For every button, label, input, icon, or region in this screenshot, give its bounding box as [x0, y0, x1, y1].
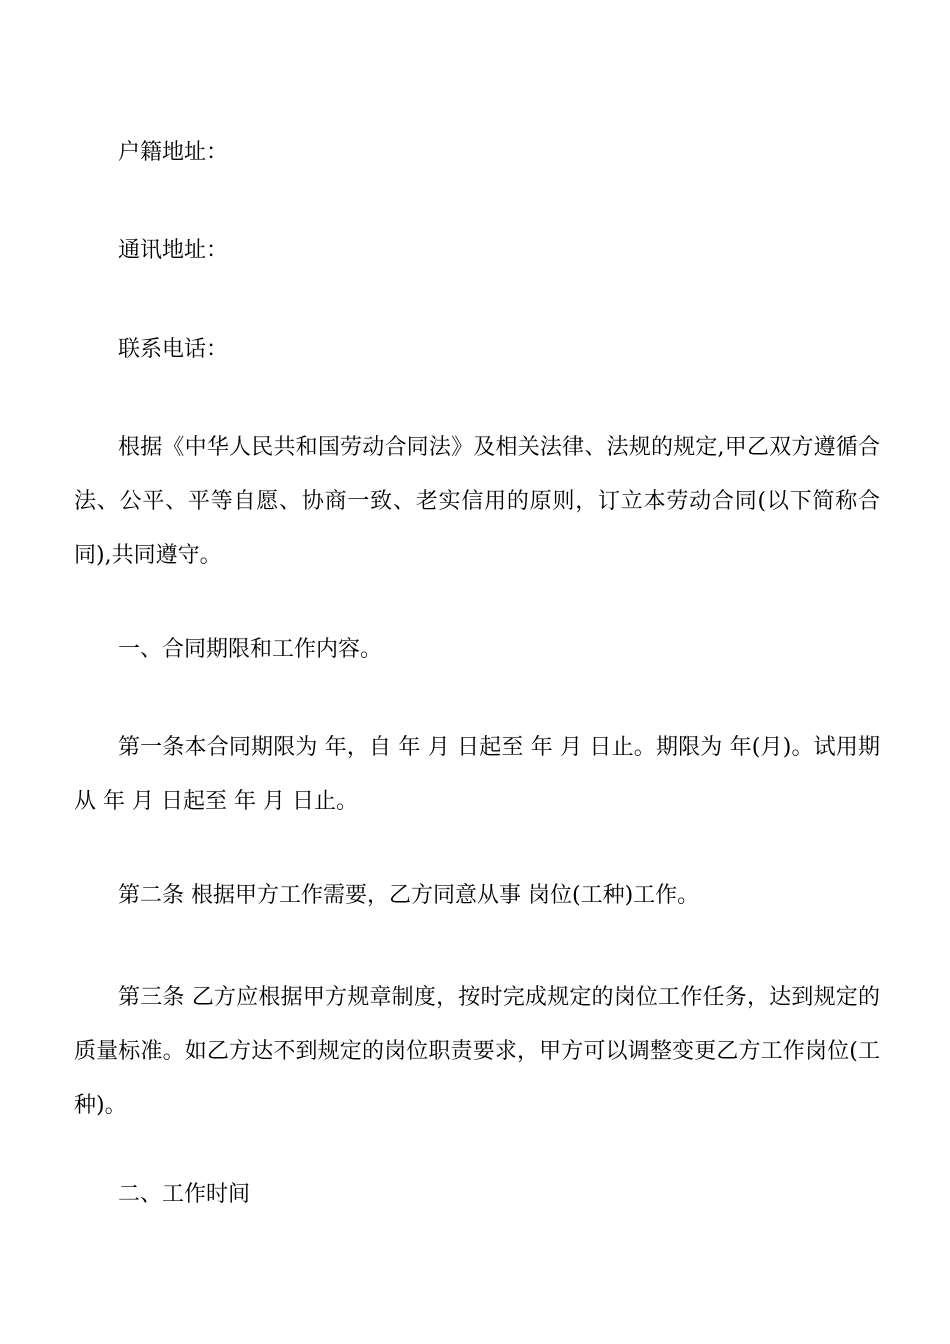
article-1-paragraph: 第一条本合同期限为 年，自 年 月 日起至 年 月 日止。期限为 年(月)。试用期从 年 月 日起至 年 月 日止。 [74, 735, 880, 814]
field-contact-phone: 联系电话： [118, 337, 229, 362]
article-3-paragraph: 第三条 乙方应根据甲方规章制度，按时完成规定的岗位工作任务，达到规定的质量标准。如乙方达不到规定的岗位职责要求，甲方可以调整变更乙方工作岗位(工种)。 [74, 985, 880, 1118]
article-2-paragraph: 第二条 根据甲方工作需要，乙方同意从事 岗位(工种)工作。 [118, 883, 700, 908]
preamble-paragraph: 根据《中华人民共和国劳动合同法》及相关法律、法规的规定,甲乙双方遵循合法、公平、平等自愿、协商一致、老实信用的原则，订立本劳动合同(以下简称合同),共同遵守。 [74, 435, 880, 568]
field-household-address: 户籍地址： [118, 140, 229, 165]
field-mailing-address: 通讯地址： [118, 238, 229, 263]
section-heading-working-hours: 二、工作时间 [118, 1182, 251, 1207]
section-heading-contract-term: 一、合同期限和工作内容。 [118, 637, 383, 662]
